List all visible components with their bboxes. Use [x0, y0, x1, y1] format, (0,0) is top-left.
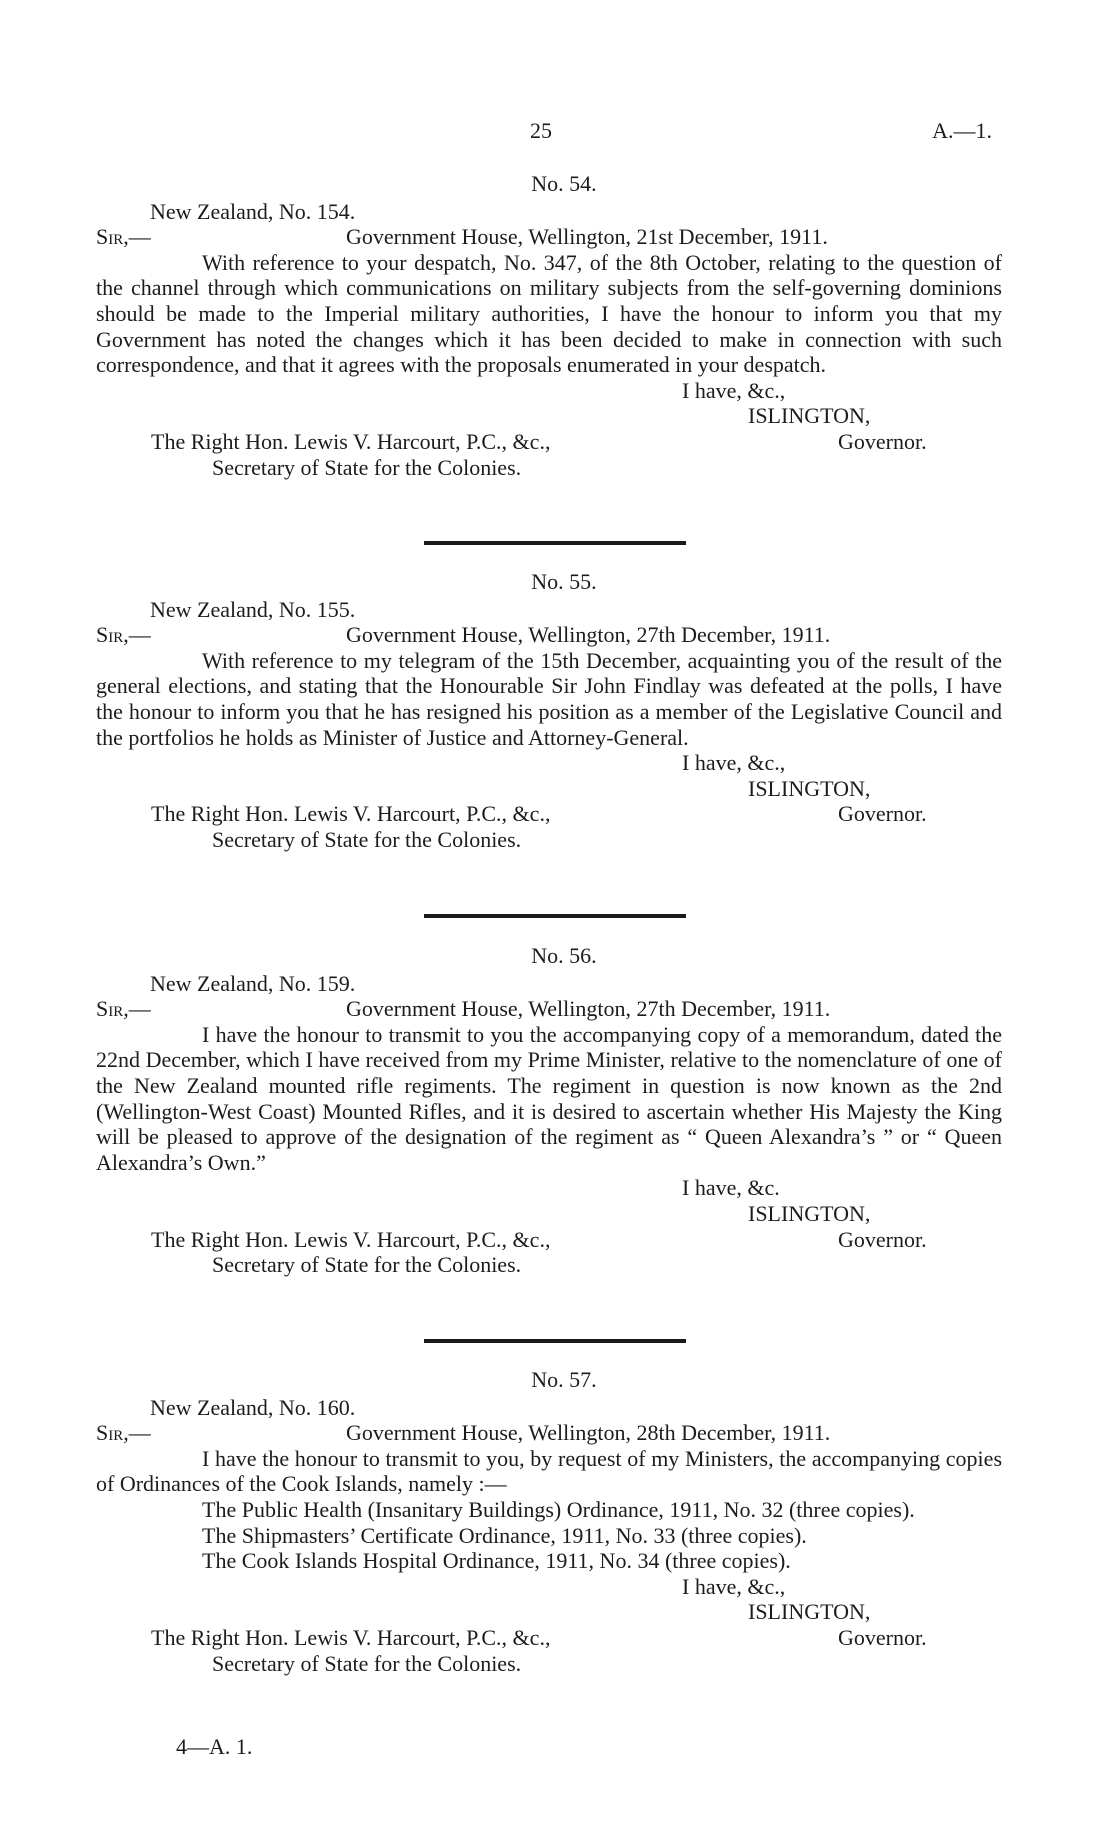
- salutation-line: [96, 224, 1002, 250]
- section-divider: [424, 1339, 686, 1343]
- addressee-office: Secretary of State for the Colonies.: [212, 826, 522, 852]
- letter-54: [96, 171, 1002, 480]
- closing: I have, &c.,: [682, 750, 786, 776]
- signatory-title: Governor.: [838, 428, 927, 454]
- addressee: The Right Hon. Lewis V. Harcourt, P.C., &c.,: [151, 801, 551, 827]
- salutation: Sir,—: [96, 996, 151, 1022]
- salutation: Sir,—: [96, 1420, 151, 1446]
- signature: ISLINGTON,: [748, 775, 871, 801]
- letter-number: No. 54.: [531, 171, 597, 196]
- letter-number: No. 57.: [531, 1367, 597, 1392]
- addressee-line: [96, 429, 1002, 455]
- addressee-line: [96, 1625, 1002, 1651]
- addressee-office: Secretary of State for the Colonies.: [212, 1252, 522, 1278]
- signatory-title: Governor.: [838, 1226, 927, 1252]
- letter-body: With reference to your despatch, No. 347, of the 8th October, relating to the question of the channel through which communications on military subjects from the self-governing dominions should be made to the Imperial military authorities, I have the honour to inform you that my Government has noted the changes which it has been decided to make in connection with such correspondence, and that it agrees with the proposals enumerated in your despatch.: [96, 249, 1002, 378]
- addressee-line: [96, 801, 1002, 827]
- salutation: Sir,—: [96, 224, 151, 250]
- page-number: 25: [530, 118, 552, 143]
- signature: ISLINGTON,: [748, 403, 871, 429]
- salutation-line: [96, 622, 1002, 648]
- addressee-office: Secretary of State for the Colonies.: [212, 1650, 522, 1676]
- ordinance-item: The Public Health (Insanitary Buildings) Ordinance, 1911, No. 32 (three copies).: [202, 1496, 915, 1522]
- letter-number: No. 56.: [531, 943, 597, 968]
- signatory-title: Governor.: [838, 801, 927, 827]
- addressee: The Right Hon. Lewis V. Harcourt, P.C., &c.,: [151, 1226, 551, 1252]
- letter-57: [96, 1367, 1002, 1676]
- despatch-number: New Zealand, No. 155.: [150, 596, 356, 622]
- letter-body: With reference to my telegram of the 15th December, acquainting you of the result of the general elections, and stating that the Honourable Sir John Findlay was defeated at the polls, I have the honour to inform you that he has resigned his position as a member of the Legislative Council and the portfolios he holds as Minister of Justice and Attorney-General.: [96, 647, 1002, 750]
- letter-body: I have the honour to transmit to you, by request of my Ministers, the accompanying copies of Ordinances of the Cook Islands, namely :—: [96, 1445, 1002, 1497]
- salutation: Sir,—: [96, 622, 151, 648]
- despatch-number: New Zealand, No. 159.: [150, 970, 356, 996]
- place-date: Government House, Wellington, 27th December, 1911.: [346, 996, 831, 1022]
- ordinance-item: The Shipmasters’ Certificate Ordinance, 1911, No. 33 (three copies).: [202, 1522, 807, 1548]
- salutation-line: [96, 1420, 1002, 1446]
- letter-body: I have the honour to transmit to you the accompanying copy of a memorandum, dated the 22nd December, which I have received from my Prime Minister, relative to the nomenclature of one of the New Zealand mounted rifle regiments. The regiment in question is now known as the 2nd (Wellington-West Coast) Mounted Rifles, and it is desired to ascertain whether His Majesty the King will be pleased to approve of the designation of the regiment as “ Queen Alexandra’s ” or “ Queen Alexandra’s Own.”: [96, 1021, 1002, 1175]
- despatch-number: New Zealand, No. 160.: [150, 1394, 356, 1420]
- letter-55: [96, 569, 1002, 853]
- letter-number: No. 55.: [531, 569, 597, 594]
- place-date: Government House, Wellington, 28th December, 1911.: [346, 1420, 831, 1446]
- closing: I have, &c.: [682, 1175, 780, 1201]
- place-date: Government House, Wellington, 27th December, 1911.: [346, 622, 831, 648]
- ordinance-item: The Cook Islands Hospital Ordinance, 1911, No. 34 (three copies).: [202, 1548, 791, 1574]
- printer-signature-mark: 4—A. 1.: [176, 1734, 253, 1759]
- addressee: The Right Hon. Lewis V. Harcourt, P.C., &c.,: [151, 428, 551, 454]
- salutation-line: [96, 996, 1002, 1022]
- signatory-title: Governor.: [838, 1624, 927, 1650]
- addressee: The Right Hon. Lewis V. Harcourt, P.C., &c.,: [151, 1624, 551, 1650]
- despatch-number: New Zealand, No. 154.: [150, 198, 356, 224]
- addressee-office: Secretary of State for the Colonies.: [212, 454, 522, 480]
- document-reference: A.—1.: [932, 118, 992, 143]
- section-divider: [424, 541, 686, 545]
- letter-56: [96, 943, 1002, 1278]
- closing: I have, &c.,: [682, 1573, 786, 1599]
- page-header: [0, 118, 1114, 148]
- section-divider: [424, 914, 686, 918]
- signature: ISLINGTON,: [748, 1599, 871, 1625]
- signature: ISLINGTON,: [748, 1200, 871, 1226]
- closing: I have, &c.,: [682, 377, 786, 403]
- place-date: Government House, Wellington, 21st December, 1911.: [346, 224, 828, 250]
- addressee-line: [96, 1227, 1002, 1253]
